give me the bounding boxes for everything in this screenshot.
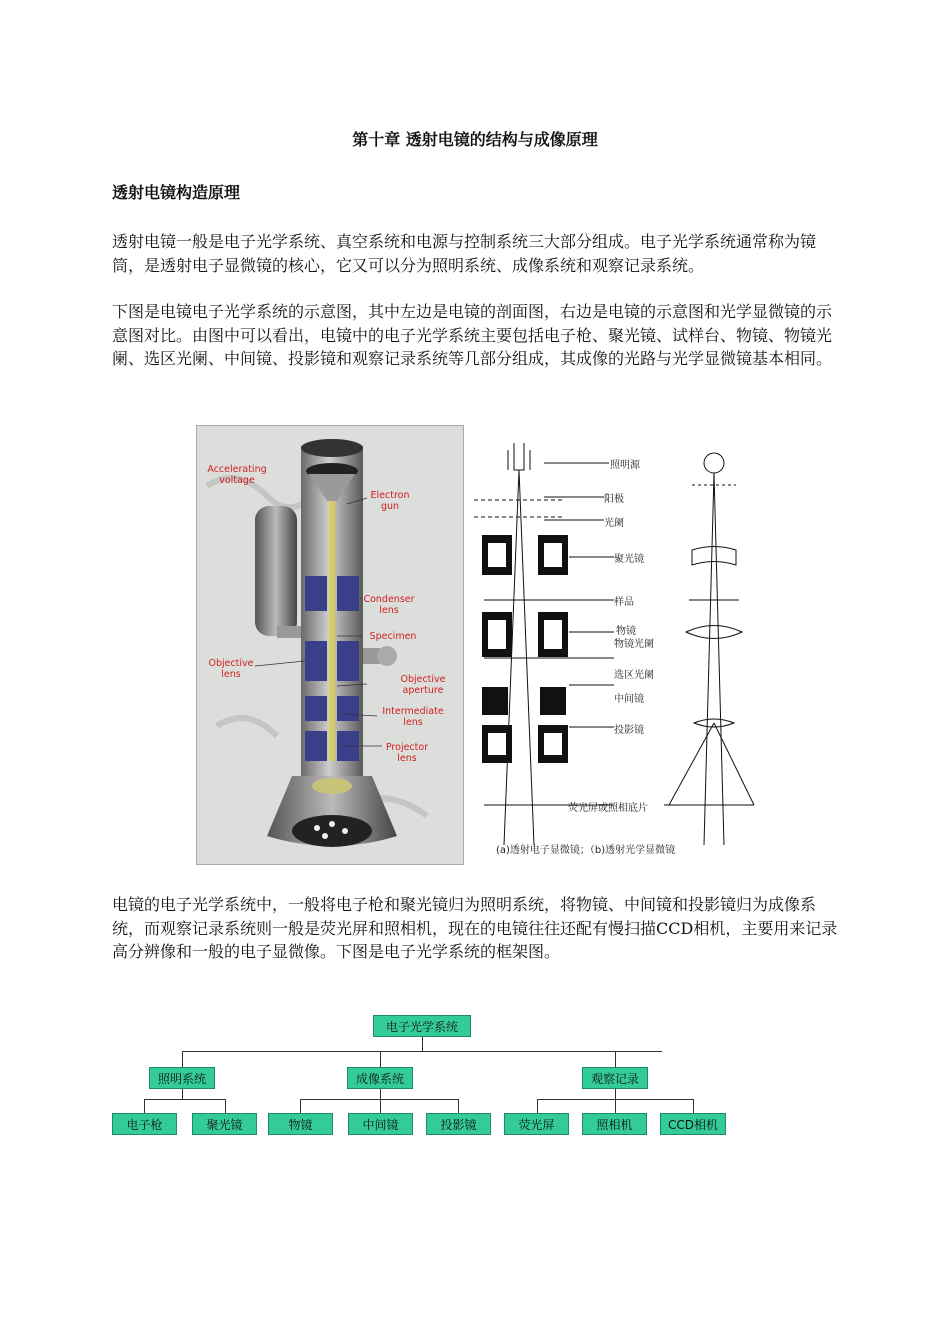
label-specimen: Specimen	[369, 631, 417, 642]
label-projector: 投影镜	[614, 725, 644, 736]
node-illumination-system: 照明系统	[149, 1067, 215, 1089]
node-ccd-camera: CCD相机	[660, 1113, 726, 1135]
tem-cutaway-drawing	[197, 426, 464, 865]
label-objective-aperture-cn: 物镜光阑	[614, 639, 654, 650]
node-root: 电子光学系统	[373, 1015, 471, 1037]
label-specimen-cn: 样品	[614, 597, 634, 608]
node-condenser: 聚光镜	[192, 1113, 257, 1135]
chapter-title: 第十章 透射电镜的结构与成像原理	[352, 130, 598, 149]
tem-cutaway-image	[196, 425, 464, 865]
optical-system-hierarchy-diagram	[112, 1015, 732, 1140]
label-intermediate-lens: Intermediate lens	[382, 706, 444, 728]
label-intermediate: 中间镜	[614, 694, 644, 705]
label-condenser: 聚光镜	[614, 554, 644, 565]
node-electron-gun: 电子枪	[112, 1113, 177, 1135]
label-objective: 物镜	[616, 626, 636, 637]
node-imaging-system: 成像系统	[347, 1067, 413, 1089]
label-accelerating-voltage: Accelerating voltage	[207, 464, 267, 486]
paragraph-intro: 透射电镜一般是电子光学系统、真空系统和电源与控制系统三大部分组成。电子光学系统通常称为镜筒，是透射电子显微镜的核心，它又可以分为照明系统、成像系统和观察记录系统。	[112, 232, 817, 275]
schematic-comparison-image	[464, 425, 756, 865]
node-fluorescent-screen: 荧光屏	[504, 1113, 569, 1135]
node-projector: 投影镜	[426, 1113, 491, 1135]
label-screen: 荧光屏或照相底片	[568, 803, 648, 814]
node-observation-recording: 观察记录	[582, 1067, 648, 1089]
node-objective: 物镜	[268, 1113, 333, 1135]
label-selected-area-aperture: 选区光阑	[614, 670, 654, 681]
label-projector-lens: Projector lens	[385, 742, 429, 764]
label-objective-lens: Objective lens	[208, 658, 254, 680]
label-source: 照明源	[610, 460, 640, 471]
label-anode: 阳极	[604, 494, 624, 505]
label-electron-gun: Electron gun	[370, 490, 410, 512]
label-condenser-lens: Condenser lens	[363, 594, 415, 616]
paragraph-systems: 电镜的电子光学系统中，一般将电子枪和聚光镜归为照明系统，将物镜、中间镜和投影镜归为成像系统，而观察记录系统则一般是荧光屏和照相机，现在的电镜往往还配有慢扫描CCD相机，主要用来记录高分辨像和一般的电子显微像。下图是电子光学系统的框架图。	[112, 895, 838, 961]
section-heading: 透射电镜构造原理	[112, 183, 241, 202]
node-camera: 照相机	[582, 1113, 647, 1135]
paragraph-figure-description: 下图是电镜电子光学系统的示意图，其中左边是电镜的剖面图，右边是电镜的示意图和光学显微镜的示意图对比。由图中可以看出，电镜中的电子光学系统主要包括电子枪、聚光镜、试样台、物镜、物镜光阑、选区光阑、中间镜、投影镜和观察记录系统等几部分组成，其成像的光路与光学显微镜基本相同。	[112, 302, 833, 368]
figure-caption: (a)透射电子显微镜；（b)透射光学显微镜	[496, 845, 676, 856]
label-objective-aperture: Objective aperture	[400, 674, 446, 696]
label-aperture: 光阑	[604, 518, 624, 529]
tem-diagram-figure	[196, 425, 756, 865]
node-intermediate: 中间镜	[348, 1113, 413, 1135]
